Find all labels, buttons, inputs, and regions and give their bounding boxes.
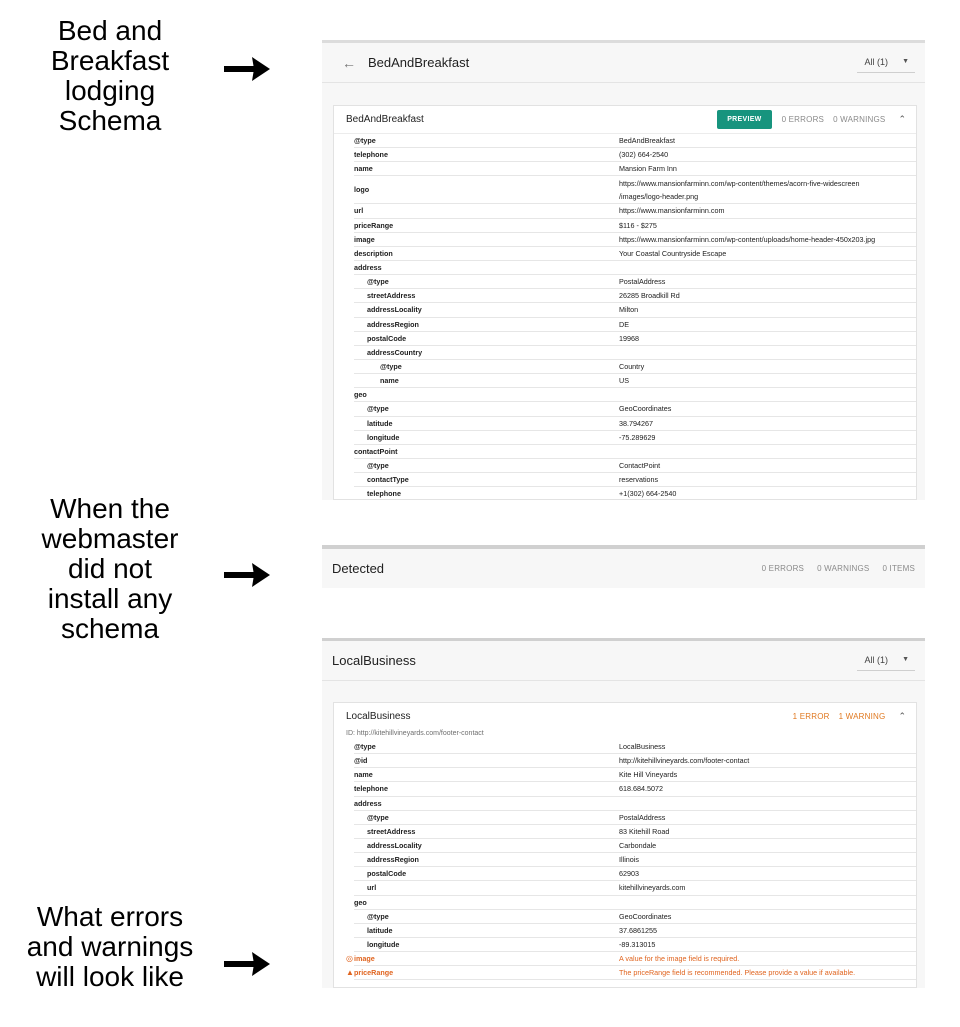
property-value: ContactPoint [619, 461, 661, 471]
caption-line: lodging [64, 75, 156, 106]
property-key: streetAddress [367, 291, 416, 301]
schema-card [333, 105, 917, 500]
property-value: $116 - $275 [619, 220, 657, 230]
filter-dropdown[interactable] [857, 53, 915, 73]
property-key: streetAddress [367, 826, 416, 836]
table-row [354, 768, 916, 782]
property-key: priceRange [354, 220, 394, 230]
property-key: @type [367, 812, 389, 822]
property-key: longitude [367, 940, 400, 950]
table-row [354, 402, 916, 416]
property-key: url [354, 206, 364, 216]
caption-line: install any [47, 583, 173, 614]
property-key: telephone [367, 489, 401, 499]
property-key: geo [354, 897, 367, 907]
property-value: A value for the image field is required. [619, 954, 740, 964]
table-row [354, 332, 916, 346]
property-value: Mansion Farm Inn [619, 164, 677, 174]
property-key: name [354, 164, 373, 174]
table-row [346, 966, 916, 980]
property-value: (302) 664-2540 [619, 150, 669, 160]
caption-line: Bed and [57, 15, 163, 46]
property-key: addressLocality [367, 841, 422, 851]
property-key: addressRegion [367, 855, 419, 865]
errors-count: 0 ERRORS [761, 564, 805, 573]
property-key: url [367, 883, 377, 893]
right-arrow-icon [224, 951, 270, 977]
caption-line: will look like [36, 961, 184, 992]
property-table [354, 134, 916, 500]
table-row [346, 952, 916, 966]
warnings-count: 0 WARNINGS [833, 115, 886, 124]
table-row [354, 853, 916, 867]
back-arrow-icon[interactable]: ← [342, 54, 356, 71]
property-value: Milton [619, 305, 639, 315]
table-row [354, 318, 916, 332]
property-value: reservations [619, 475, 659, 485]
table-row [354, 275, 916, 289]
card-title: LocalBusiness [346, 710, 411, 722]
panel-header [322, 641, 925, 681]
property-value: -75.289629 [619, 432, 656, 442]
property-key: addressRegion [367, 319, 419, 329]
property-value: kitehillvineyards.com [619, 883, 686, 893]
error-icon: ◎ [346, 954, 353, 964]
table-row [354, 261, 916, 275]
table-row [354, 754, 916, 768]
caption-line: Schema [58, 105, 162, 136]
property-value: GeoCoordinates [619, 404, 672, 414]
panel-title: LocalBusiness [332, 653, 416, 668]
right-arrow-icon [224, 56, 270, 82]
table-row [354, 431, 916, 445]
caret-down-icon: ▼ [902, 58, 909, 65]
property-value: BedAndBreakfast [619, 136, 675, 146]
property-key: @type [354, 136, 376, 146]
table-row [354, 388, 916, 402]
property-value: Kite Hill Vineyards [619, 770, 678, 780]
property-key: postalCode [367, 869, 407, 879]
table-row [354, 811, 916, 825]
property-value: DE [619, 319, 629, 329]
caret-down-icon: ▼ [902, 656, 909, 663]
table-row [354, 473, 916, 487]
property-key: image [354, 234, 375, 244]
item-id: ID: http://kitehillvineyards.com/footer-contact [346, 730, 484, 737]
caption-no-schema [0, 494, 220, 644]
property-key: name [380, 376, 399, 386]
property-value: 19968 [619, 333, 639, 343]
property-value[interactable]: https://www.mansionfarminn.com/wp-content/themes/acorn-five-widescreen /images/logo-header.png [619, 178, 860, 201]
caption-bed-and-breakfast [0, 16, 220, 136]
caption-line: and warnings [26, 931, 194, 962]
table-row [354, 162, 916, 176]
property-key: addressLocality [367, 305, 422, 315]
table-row [354, 303, 916, 317]
table-row [354, 867, 916, 881]
property-value: +1(302) 664-2540 [619, 489, 677, 499]
table-row [354, 289, 916, 303]
table-row [354, 825, 916, 839]
filter-label: All (1) [864, 56, 889, 67]
caption-line: When the [50, 493, 170, 524]
property-key: image [354, 954, 375, 964]
panel-header [322, 43, 925, 83]
property-value: 26285 Broadkill Rd [619, 291, 680, 301]
table-row [354, 938, 916, 952]
filter-dropdown[interactable] [857, 651, 915, 671]
table-row [354, 233, 916, 247]
detected-panel [322, 545, 925, 588]
property-key: @type [367, 404, 389, 414]
property-key: telephone [354, 150, 388, 160]
table-row [354, 204, 916, 218]
warnings-count: 1 WARNING [838, 711, 886, 721]
property-key: @type [367, 277, 389, 287]
table-row [354, 134, 916, 148]
property-key: addressCountry [367, 347, 423, 357]
caption-line: webmaster [41, 523, 179, 554]
property-key: longitude [367, 432, 400, 442]
property-key: address [354, 263, 382, 273]
property-key: @id [354, 756, 368, 766]
table-row [354, 247, 916, 261]
property-value: Illinois [619, 855, 639, 865]
property-value: LocalBusiness [619, 742, 666, 752]
table-row [354, 219, 916, 233]
table-row [354, 839, 916, 853]
property-value: Carbondale [619, 841, 657, 851]
table-row [354, 740, 916, 754]
property-value[interactable]: http://kitehillvineyards.com/footer-contact [619, 756, 750, 766]
card-title: BedAndBreakfast [346, 114, 424, 125]
property-value: 62903 [619, 869, 639, 879]
table-row [354, 797, 916, 811]
property-key: @type [354, 742, 376, 752]
bed-and-breakfast-panel [322, 40, 925, 500]
property-value[interactable]: https://www.mansionfarminn.com/wp-content/uploads/home-header-450x203.jpg [619, 234, 876, 244]
table-row [354, 896, 916, 910]
property-value: GeoCoordinates [619, 911, 672, 921]
local-business-panel [322, 638, 925, 988]
property-value: The priceRange field is recommended. Please provide a value if available. [619, 968, 856, 978]
property-key: name [354, 770, 373, 780]
caption-line: schema [60, 613, 160, 644]
property-key: latitude [367, 925, 393, 935]
caption-errors-warnings [0, 902, 220, 992]
property-value[interactable]: https://www.mansionfarminn.com [619, 206, 725, 216]
warning-icon: ▲ [346, 968, 354, 978]
property-value: 618.684.5072 [619, 784, 663, 794]
property-key: logo [354, 185, 370, 195]
property-key: geo [354, 390, 367, 400]
property-key: contactPoint [354, 446, 398, 456]
caption-line: What errors [36, 901, 184, 932]
chevron-up-icon[interactable]: ⌃ [898, 710, 906, 721]
property-value: 83 Kitehill Road [619, 826, 670, 836]
items-count: 0 ITEMS [882, 564, 915, 573]
table-row [354, 924, 916, 938]
table-row [354, 487, 916, 500]
property-key: postalCode [367, 333, 407, 343]
property-key: priceRange [354, 968, 394, 978]
property-key: latitude [367, 418, 393, 428]
table-row [354, 148, 916, 162]
caption-line: did not [67, 553, 153, 584]
property-value: US [619, 376, 629, 386]
schema-card [333, 702, 917, 988]
filter-label: All (1) [864, 654, 889, 665]
property-table [346, 740, 916, 980]
table-row [354, 346, 916, 360]
property-key: description [354, 248, 393, 258]
card-header[interactable] [334, 703, 916, 729]
table-row [354, 881, 916, 895]
table-row [354, 910, 916, 924]
property-value: PostalAddress [619, 277, 666, 287]
table-row [354, 417, 916, 431]
card-header[interactable] [334, 106, 916, 134]
preview-button[interactable]: PREVIEW [717, 110, 771, 129]
chevron-up-icon[interactable]: ⌃ [898, 114, 906, 124]
property-key: telephone [354, 784, 388, 794]
table-row [354, 176, 916, 204]
property-key: contactType [367, 475, 409, 485]
property-value: Country [619, 362, 645, 372]
property-key: address [354, 798, 382, 808]
caption-line: Breakfast [50, 45, 170, 76]
errors-count: 1 ERROR [792, 711, 830, 721]
table-row [354, 360, 916, 374]
property-value: 38.794267 [619, 418, 653, 428]
property-value: 37.6861255 [619, 925, 657, 935]
property-value: Your Coastal Countryside Escape [619, 248, 727, 258]
panel-title: Detected [332, 561, 385, 576]
property-key: @type [367, 911, 389, 921]
property-value: -89.313015 [619, 940, 656, 950]
right-arrow-icon [224, 562, 270, 588]
table-row [354, 374, 916, 388]
panel-header [322, 549, 925, 588]
property-value: PostalAddress [619, 812, 666, 822]
table-row [354, 459, 916, 473]
property-key: @type [380, 362, 402, 372]
errors-count: 0 ERRORS [781, 115, 825, 124]
table-row [354, 782, 916, 796]
property-key: @type [367, 461, 389, 471]
table-row [354, 445, 916, 459]
panel-title: BedAndBreakfast [368, 55, 470, 70]
warnings-count: 0 WARNINGS [817, 564, 870, 573]
